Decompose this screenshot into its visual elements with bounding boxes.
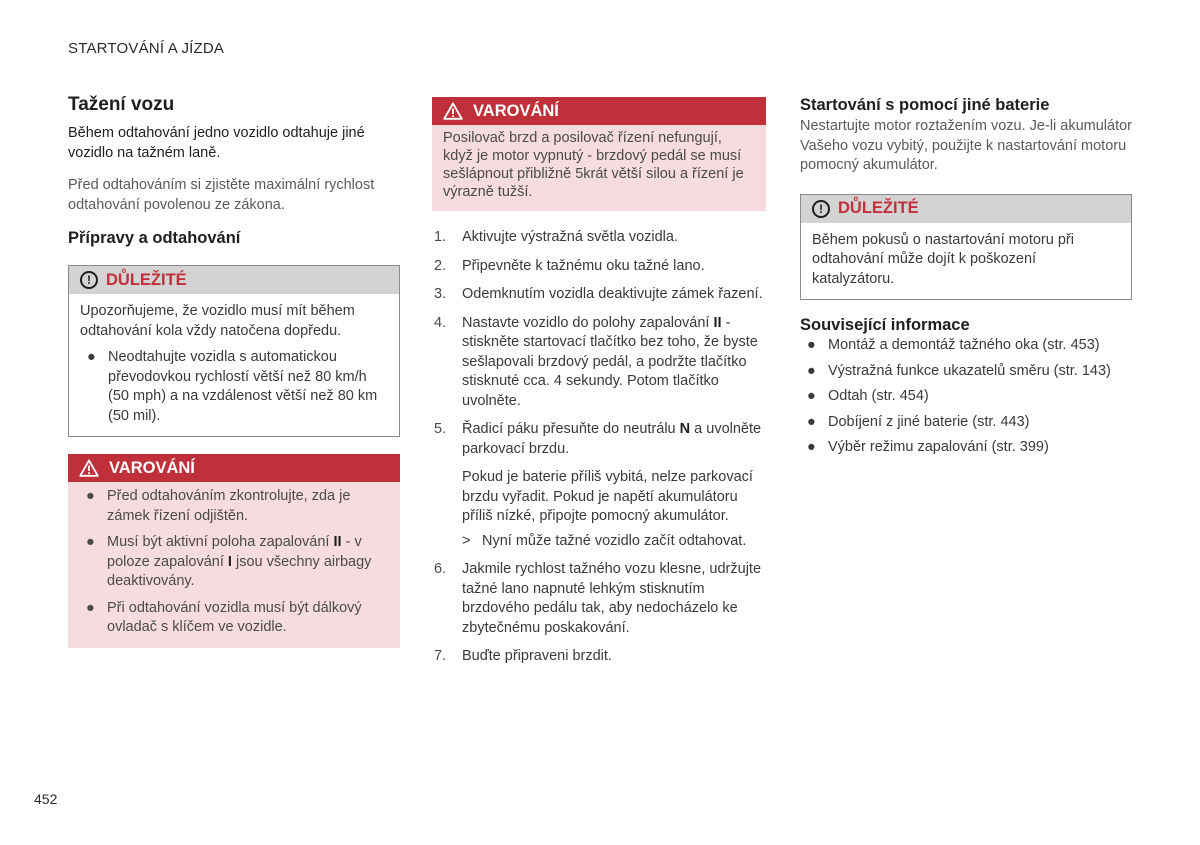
warning-header bbox=[68, 454, 400, 482]
step-item: 3. Odemknutím vozidla deaktivujte zámek řazení. bbox=[434, 286, 763, 302]
step-item: 6. Jakmile rychlost tažného vozu klesne, udržujte tažné lano napnuté lehkým stisknutím brzdového pedálu tak, aby nedocházelo ke zbytečnému poskakování. bbox=[434, 561, 762, 636]
warning-body bbox=[68, 482, 400, 648]
bullet-icon: ● bbox=[87, 349, 96, 365]
step-item: 1. Aktivujte výstražná světla vozidla. bbox=[434, 229, 678, 245]
warning-triangle-icon bbox=[79, 459, 99, 477]
step-note: Pokud je baterie příliš vybitá, nelze parkovací brzdu vyřadit. Pokud je napětí akumulátoru příliš nízké, připojte pomocný akumulátor. bbox=[462, 469, 753, 524]
column-middle bbox=[432, 97, 766, 676]
step-item: 7. Buďte připraveni brzdit. bbox=[434, 648, 612, 664]
preparation-subtitle: Přípravy a odtahování bbox=[68, 229, 241, 247]
step-result: > Nyní může tažné vozidlo začít odtahovat. bbox=[462, 532, 766, 552]
warning-title: VAROVÁNÍ bbox=[109, 458, 195, 477]
list-item: ● Při odtahování vozidla musí být dálkový ovladač s klíčem ve vozidle. bbox=[86, 599, 362, 635]
list-item: ● Před odtahováním zkontrolujte, zda je zámek řízení odjištěn. bbox=[86, 488, 351, 524]
bullet-icon: ● bbox=[807, 388, 816, 404]
important-body bbox=[801, 223, 1131, 300]
towing-steps bbox=[432, 228, 766, 667]
warning-list bbox=[79, 487, 389, 638]
warning-box bbox=[68, 454, 400, 648]
bullet-icon: ● bbox=[807, 413, 816, 430]
important-body bbox=[69, 294, 399, 436]
important-box bbox=[68, 265, 400, 437]
column-right bbox=[800, 96, 1132, 458]
related-link[interactable]: ● Odtah (str. 454) bbox=[800, 387, 1132, 407]
result-arrow-icon: > bbox=[462, 532, 471, 549]
important-header bbox=[69, 266, 399, 294]
related-link[interactable]: ● Dobíjení z jiné baterie (str. 443) bbox=[800, 413, 1132, 433]
important-text: Během pokusů o nastartování motoru při odtahování může dojít k poškození katalyzátoru. bbox=[812, 231, 1074, 287]
important-text: Upozorňujeme, že vozidlo musí mít během odtahování kola vždy natočena dopředu. bbox=[80, 303, 355, 339]
important-box bbox=[800, 194, 1132, 301]
bullet-icon: ● bbox=[86, 599, 95, 616]
jumpstart-title: Startování s pomocí jiné baterie bbox=[800, 96, 1050, 114]
section-header: STARTOVÁNÍ A JÍZDA bbox=[68, 40, 225, 57]
warning-header bbox=[432, 97, 766, 125]
towing-intro: Během odtahování jedno vozidlo odtahuje jiné vozidlo na tažném laně. bbox=[68, 125, 365, 161]
important-title: DŮLEŽITÉ bbox=[106, 270, 187, 289]
warning-title: VAROVÁNÍ bbox=[473, 101, 559, 120]
warning-box bbox=[432, 97, 766, 211]
jumpstart-text: Nestartujte motor roztažením vozu. Je-li akumulátor Vašeho vozu vybitý, použijte k nastartování motoru pomocný akumulátor. bbox=[800, 118, 1133, 173]
important-header bbox=[801, 195, 1131, 223]
step-item: 2. Připevněte k tažnému oku tažné lano. bbox=[434, 257, 705, 274]
towing-title: Tažení vozu bbox=[68, 94, 175, 115]
related-list bbox=[800, 336, 1132, 458]
towing-note: Před odtahováním si zjistěte maximální rychlost odtahování povolenou ze zákona. bbox=[68, 177, 375, 213]
list-item: ● Neodtahujte vozidla s automatickou převodovkou rychlostí větší než 80 km/h (50 mph) a na vzdálenost větší než 80 km (50 mil). bbox=[87, 349, 378, 424]
list-item: ● Musí být aktivní poloha zapalování II - v poloze zapalování I jsou všechny airbagy deaktivovány. bbox=[86, 534, 372, 589]
bullet-icon: ● bbox=[807, 439, 816, 455]
bullet-icon: ● bbox=[807, 362, 816, 379]
related-link[interactable]: ● Montáž a demontáž tažného oka (str. 453) bbox=[800, 336, 1132, 356]
important-title: DŮLEŽITÉ bbox=[838, 199, 919, 217]
warning-text: Posilovač brzd a posilovač řízení nefungují, když je motor vypnutý - brzdový pedál se musí sešlápnout přibližně 5krát větší silou a řízení je výrazně tužší. bbox=[443, 130, 744, 200]
bullet-icon: ● bbox=[86, 488, 95, 504]
column-left bbox=[68, 94, 400, 648]
warning-body bbox=[432, 125, 766, 211]
related-link[interactable]: ● Výběr režimu zapalování (str. 399) bbox=[800, 438, 1132, 458]
page-number: 452 bbox=[34, 791, 58, 807]
bullet-icon: ● bbox=[86, 534, 95, 550]
related-title: Související informace bbox=[800, 316, 970, 334]
exclamation-circle-icon: ! bbox=[812, 200, 830, 218]
bullet-icon: ● bbox=[807, 337, 816, 353]
important-list bbox=[80, 348, 388, 426]
step-item: 5. Řadicí páku přesuňte do neutrálu N a uvolněte parkovací brzdu. Pokud je baterie příliš vybitá, nelze parkovací brzdu vyřadit. Pokud je napětí akumulátoru příliš nízké, připojte pomocný akumulátor. > Nyní může tažné vozidlo začít odtahovat. bbox=[432, 420, 766, 551]
step-item: 4. Nastavte vozidlo do polohy zapalování II - stiskněte startovací tlačítko bez toho, že byste sešlapovali brzdový pedál, a podržte tlačítko stisknuté cca. 4 sekundy. Potom tlačítko uvolněte. bbox=[434, 314, 758, 409]
related-link[interactable]: ● Výstražná funkce ukazatelů směru (str. 143) bbox=[800, 362, 1132, 382]
exclamation-circle-icon: ! bbox=[80, 271, 98, 289]
warning-triangle-icon bbox=[443, 102, 463, 120]
